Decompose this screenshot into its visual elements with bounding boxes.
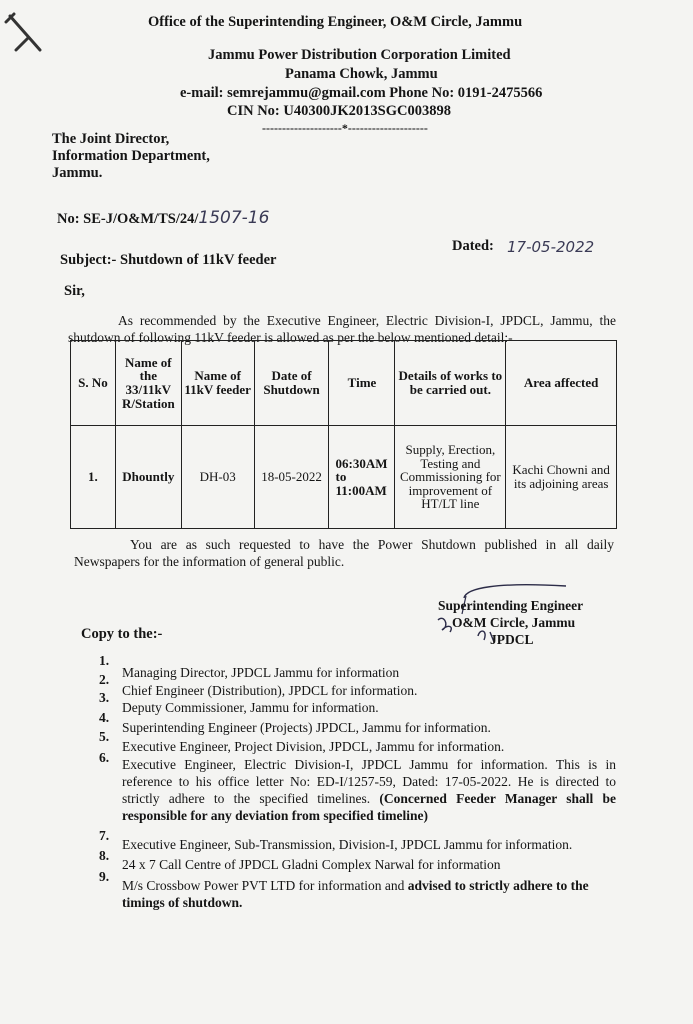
table-row [71,426,617,529]
list-item: Superintending Engineer (Projects) JPDCL, Jammu for information. [122,720,491,735]
reference-number [57,208,269,228]
header-sno: S. No [71,341,116,426]
table-header-row [71,341,617,426]
cell-details: Supply, Erection, Testing and Commissioning for improvement of HT/LT line [395,426,506,529]
header-station: Name of the 33/11kV R/Station [115,341,181,426]
copy-item-text: Executive Engineer, Electric Division-I, JPDCL Jammu for information. This is in reference to his office letter No: ED-I/1257-59, Dated: 17-05-2022. He is directed to strictly adhere to the specified timelines. [122,757,616,806]
body-paragraph-1: As recommended by the Executive Engineer, Electric Division-I, JPDCL, Jammu, the shutdown of following 11kV feeder is allowed as per the below mentioned detail:- [68,313,616,345]
cell-date: 18-05-2022 [254,426,329,529]
header-date: Date of Shutdown [254,341,329,426]
list-item: Chief Engineer (Distribution), JPDCL for information. [122,683,418,698]
salutation: Sir, [64,283,85,299]
copy-item-number: 7. [99,828,110,843]
cell-sno: 1. [71,426,116,529]
header-details: Details of works to be carried out. [395,341,506,426]
copy-item-number: 9. [99,869,110,884]
cell-station: Dhountly [115,426,181,529]
signature-title: Superintending Engineer [438,598,584,613]
header-office: Office of the Superintending Engineer, O&M Circle, Jammu [148,14,523,30]
list-item: Managing Director, JPDCL Jammu for information [122,665,400,680]
copy-item-number: 4. [99,710,110,725]
signature-org: JPDCL [490,632,534,647]
addressee-line: Jammu. [52,165,103,181]
signature-circle: O&M Circle, Jammu [452,615,576,630]
list-item [122,877,618,911]
dated-value: 17-05-2022 [507,238,595,256]
header-cin: CIN No: U40300JK2013SGC003898 [227,103,451,119]
addressee-line: The Joint Director, [52,131,170,147]
subject-line: Subject:- Shutdown of 11kV feeder [60,252,277,268]
header-contact: e-mail: semrejammu@gmail.com Phone No: 0191-2475566 [180,85,543,101]
cell-time [329,426,395,529]
dated-label: Dated: [452,238,494,254]
time-from: 06:30AM [335,455,388,471]
reference-handwritten: 1507-16 [198,208,270,228]
copy-item-text: M/s Crossbow Power PVT LTD for information and [122,878,405,893]
shutdown-table [70,340,617,529]
staple-mark-icon [4,12,44,54]
header-feeder: Name of 11kV feeder [181,341,254,426]
addressee-block [52,131,210,182]
copy-item-emphasis: advised to strictly adhere to the timings of shutdown. [122,878,589,910]
time-to: 11:00AM [335,482,387,498]
copy-item-number: 3. [99,690,110,705]
time-to-word: to [335,469,347,485]
body-paragraph-2: You are as such requested to have the Power Shutdown published in all daily Newspapers for the information of general public. [74,537,614,569]
copy-item-number: 5. [99,729,110,744]
copy-item-number: 2. [99,672,110,687]
header-area: Area affected [506,341,617,426]
list-item: Executive Engineer, Project Division, JPDCL, Jammu for information. [122,739,505,754]
header-company: Jammu Power Distribution Corporation Limited [208,47,511,63]
copy-item-emphasis: (Concerned Feeder Manager shall be responsible for any deviation from specified timeline) [122,791,617,823]
list-item [122,756,616,824]
header-time: Time [329,341,395,426]
copy-item-number: 6. [99,750,110,765]
addressee-line: Information Department, [52,148,210,164]
list-item: Deputy Commissioner, Jammu for information. [122,700,379,715]
copy-heading: Copy to the:- [81,626,163,642]
header-address: Panama Chowk, Jammu [285,66,438,82]
cell-area: Kachi Chowni and its adjoining areas [506,426,617,529]
list-item: Executive Engineer, Sub-Transmission, Division-I, JPDCL Jammu for information. [122,837,573,852]
reference-printed: No: SE-J/O&M/TS/24/ [57,211,199,227]
copy-item-number: 8. [99,848,110,863]
header-separator: --------------------*-------------------- [262,121,428,135]
copy-item-number: 1. [99,653,110,668]
list-item: 24 x 7 Call Centre of JPDCL Gladni Complex Narwal for information [122,857,501,872]
cell-feeder: DH-03 [181,426,254,529]
